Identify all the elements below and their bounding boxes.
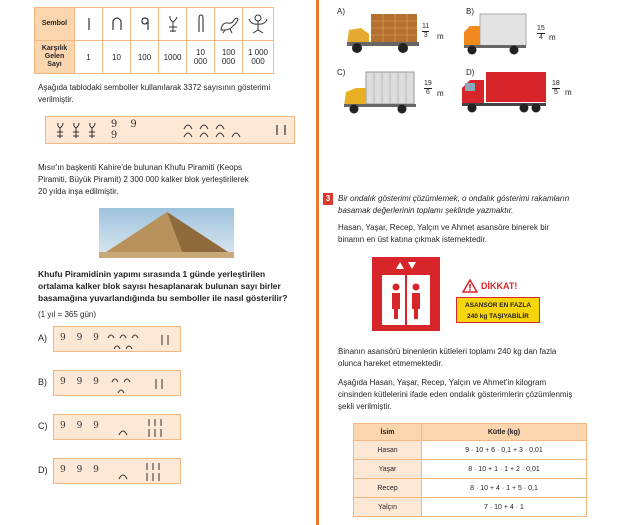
stroke-icon xyxy=(152,377,170,391)
value-cell: 1 000 000 xyxy=(243,41,274,74)
paragraph-elevator: Hasan, Yaşar, Recep, Yalçın ve Ahmet asansöre binerek bir binanın en üst katına çıkmak istemektedir. xyxy=(338,223,550,244)
option-d-box[interactable]: 9 9 9 xyxy=(53,458,181,484)
truck-c-image xyxy=(340,70,416,114)
god-icon xyxy=(243,8,274,41)
truck-d-height: $\frac{18}{5}$ xyxy=(552,80,560,96)
coil-rope-glyphs: 9 9 9 xyxy=(110,119,142,141)
question-number-badge: 3 xyxy=(323,193,333,205)
stroke-icon xyxy=(158,333,176,347)
lotus-icon xyxy=(54,120,107,140)
heel-bone-icon xyxy=(180,121,258,139)
symbol-header: Sembol xyxy=(35,8,75,41)
elevator-icon xyxy=(372,257,440,331)
lotus-icon xyxy=(159,8,187,41)
mass-table xyxy=(353,423,587,517)
value-cell: 1 xyxy=(75,41,103,74)
value-cell: 10 xyxy=(103,41,131,74)
truck-a-image xyxy=(343,12,419,54)
option-a-box[interactable]: 9 9 9 xyxy=(53,326,181,352)
truck-c-letter[interactable]: C) xyxy=(337,68,346,77)
header-name: İsim xyxy=(354,424,422,441)
truck-c-unit: m xyxy=(437,89,444,98)
paragraph-intro: Aşağıda tablodaki semboller kullanılarak 3372 sayısının gösterimi verilmiştir. xyxy=(38,83,271,104)
note-text: (1 yıl = 365 gün) xyxy=(38,310,97,319)
stroke-icon xyxy=(271,122,294,138)
truck-a-unit: m xyxy=(437,32,444,41)
heel-bone-icon xyxy=(103,8,131,41)
pyramid-photo xyxy=(99,208,234,258)
table-row: Yalçın 7 · 10 + 4 · 1 xyxy=(354,498,587,517)
truck-a-letter[interactable]: A) xyxy=(337,7,345,16)
frog-icon xyxy=(215,8,243,41)
table-row: Recep 8 · 10 + 4 · 1 + 5 · 0,1 xyxy=(354,479,587,498)
coil-rope-icon xyxy=(131,8,159,41)
truck-b-height: $\frac{15}{4}$ xyxy=(537,25,545,41)
option-d-letter[interactable]: D) xyxy=(38,465,48,475)
stroke-icon xyxy=(75,8,103,41)
paragraph-table-intro: Aşağıda Hasan, Yaşar, Recep, Yalçın ve Ahmet'in kilogram cinsinden kütlelerini ifade eden ondalık gösterimlerin çözümlenmiş şekli verilmiştir. xyxy=(338,378,573,411)
warning-box: ASANSÖR EN FAZLA 240 kg TAŞIYABİLİR xyxy=(456,297,540,323)
column-divider xyxy=(316,0,319,525)
truck-a-height: $\frac{11}{3}$ xyxy=(422,23,430,39)
question-text: Khufu Piramidinin yapımı sırasında 1 günde yerleştirilen ortalama kalker blok sayısı hesaplanarak bulunan sayı birler basamağına yuvarlandığında bu semboller ile nasıl gösterilir? xyxy=(38,269,288,303)
heel-bone-icon xyxy=(110,373,150,395)
truck-d-letter[interactable]: D) xyxy=(466,68,475,77)
header-mass: Kütle (kg) xyxy=(422,424,587,441)
value-cell: 100 000 xyxy=(215,41,243,74)
heel-bone-icon xyxy=(106,329,158,351)
finger-icon xyxy=(187,8,215,41)
paragraph-pyramid: Mısır'ın başkenti Kahire'de bulunan Khufu Piramiti (Keops Piramiti, Büyük Piramit) 2 300 000 kalker blok yerleştirilerek 20 yılda inşa edilmiştir. xyxy=(38,163,249,196)
value-cell: 100 xyxy=(131,41,159,74)
option-b-box[interactable]: 9 9 9 xyxy=(53,370,181,396)
truck-b-letter[interactable]: B) xyxy=(466,7,474,16)
value-cell: 1000 xyxy=(159,41,187,74)
table-row: Yaşar 8 · 10 + 1 · 1 + 2 · 0,01 xyxy=(354,460,587,479)
paragraph-elevator-limit: Binanın asansörü binenlerin kütleleri toplamı 240 kg dan fazla olunca hareket etmemektedir. xyxy=(338,347,557,368)
symbol-table xyxy=(34,7,274,74)
option-c-box[interactable]: 9 9 9 xyxy=(53,414,181,440)
heel-bone-icon xyxy=(116,423,130,437)
truck-c-height: $\frac{19}{6}$ xyxy=(424,80,432,96)
truck-b-unit: m xyxy=(549,33,556,42)
stroke-icon xyxy=(146,417,168,439)
warning-triangle-icon xyxy=(462,279,478,293)
intro-definition: Bir ondalık gösterimi çözümlemek, o ondalık gösterimi rakamların basamak değerlerinin toplamı şeklinde yazmaktır. xyxy=(338,194,570,215)
option-a-letter[interactable]: A) xyxy=(38,333,47,343)
value-cell: 10 000 xyxy=(187,41,215,74)
option-b-letter[interactable]: B) xyxy=(38,377,47,387)
table-row: Hasan 9 · 10 + 6 · 0,1 + 3 · 0,01 xyxy=(354,441,587,460)
truck-d-image xyxy=(460,70,548,114)
option-c-letter[interactable]: C) xyxy=(38,421,48,431)
value-header: Karşılık Gelen Sayı xyxy=(35,41,75,74)
heel-bone-icon xyxy=(116,467,130,481)
example-3372-box xyxy=(45,116,295,144)
truck-d-unit: m xyxy=(565,88,572,97)
truck-b-image xyxy=(462,12,528,56)
warning-title: DİKKAT! xyxy=(481,281,518,291)
stroke-icon xyxy=(144,461,170,483)
